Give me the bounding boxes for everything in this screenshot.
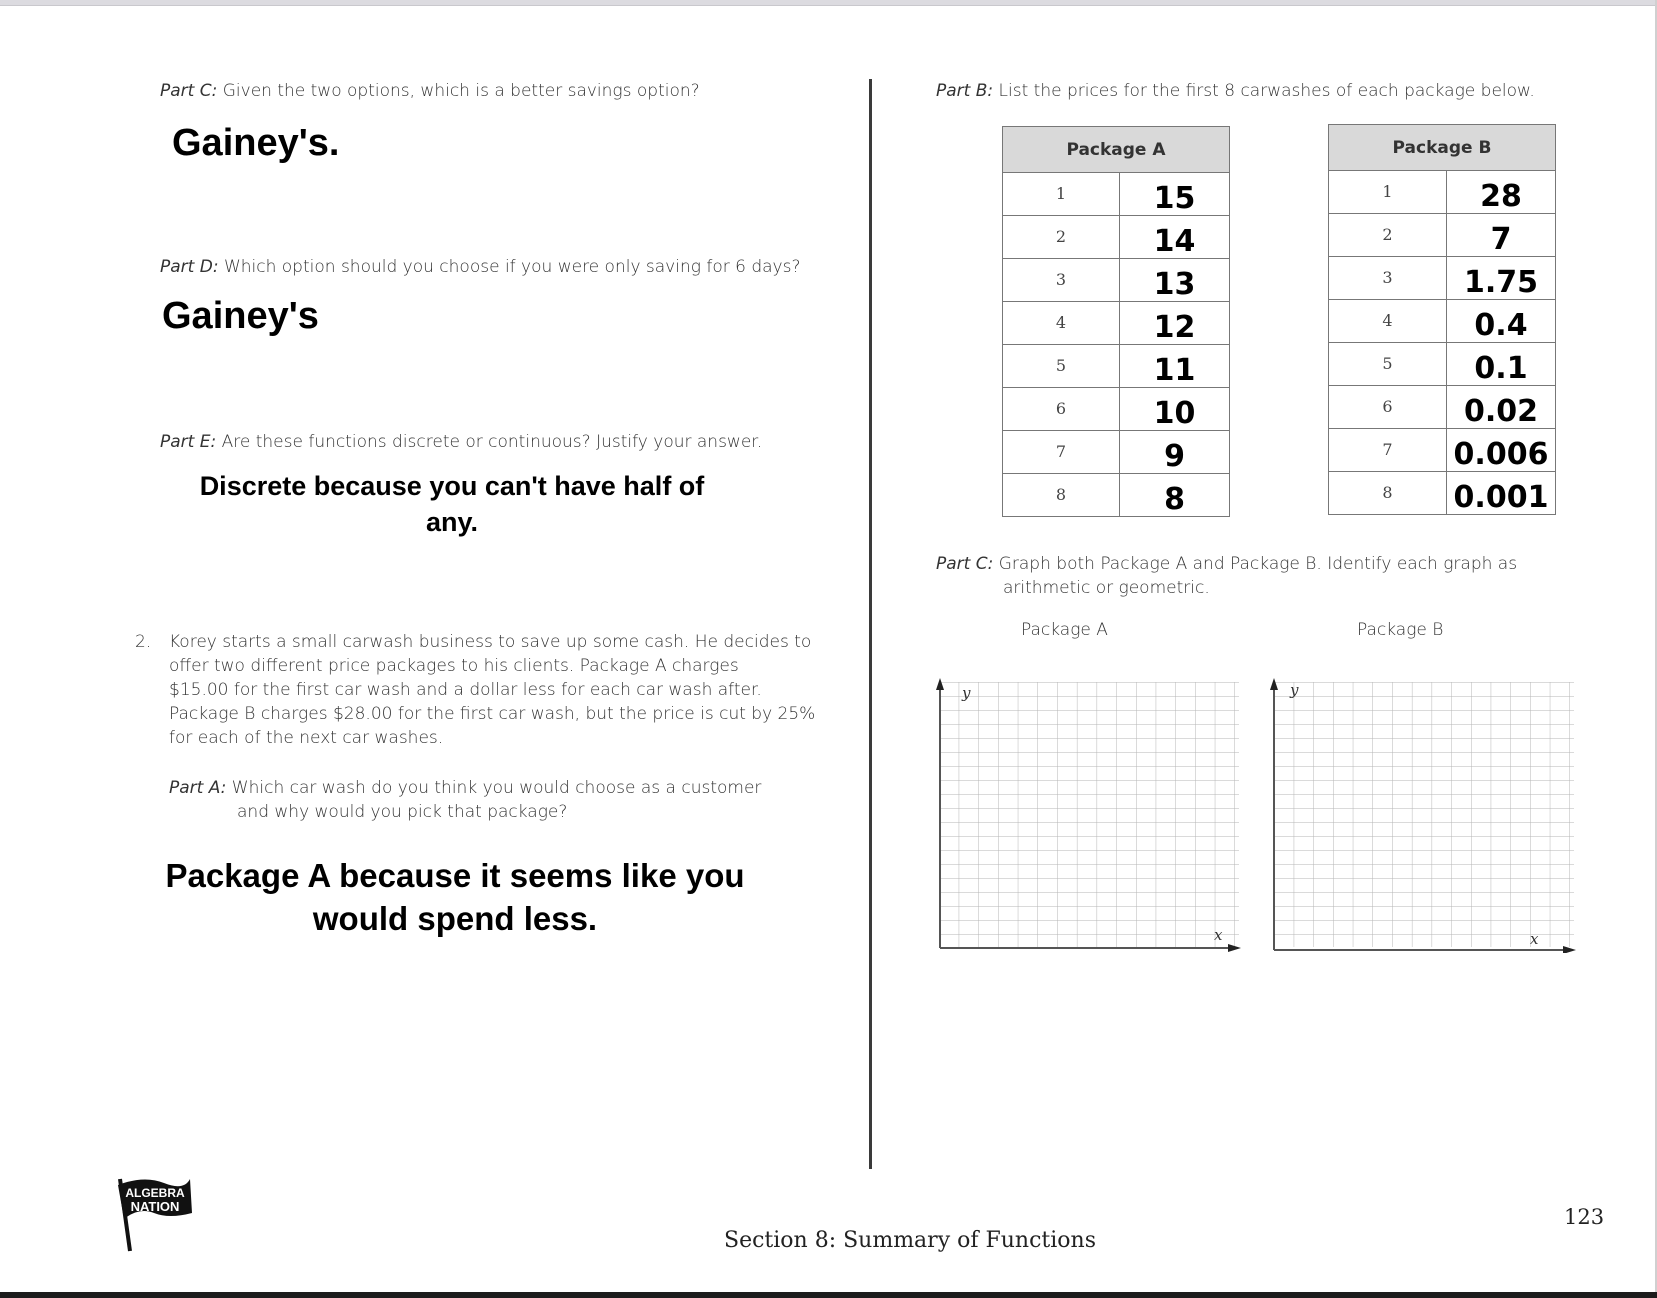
table-row — [1003, 302, 1230, 345]
package-a-header: Package A — [1003, 127, 1230, 173]
problem-2-line-2: offer two different price packages to his clients. Package A charges — [169, 656, 739, 676]
x-axis-arrow-icon — [1563, 946, 1576, 953]
table-row — [1329, 171, 1556, 214]
row-index: 1 — [1003, 173, 1120, 216]
problem-2-number: 2. — [135, 632, 152, 652]
price-cell: 15 — [1120, 173, 1230, 216]
graph-a-grid[interactable] — [935, 678, 1245, 953]
part-c-graph-question-line2: arithmetic or geometric. — [1003, 578, 1210, 598]
part-e-answer-line2: any. — [425, 507, 479, 537]
row-index: 7 — [1003, 431, 1120, 474]
part-b-label: Part B: — [936, 81, 994, 101]
price-cell: 8 — [1120, 474, 1230, 517]
part-a-question-line1 — [169, 776, 761, 800]
graph-a-y-label: y — [962, 684, 971, 702]
table-row — [1329, 300, 1556, 343]
row-index: 4 — [1003, 302, 1120, 345]
price-cell: 0.02 — [1447, 386, 1556, 429]
row-index: 7 — [1329, 429, 1447, 472]
price-cell: 9 — [1120, 431, 1230, 474]
window-bottom-bar — [0, 1292, 1657, 1298]
part-a-answer-line2: would spend less. — [312, 900, 598, 937]
price-cell: 28 — [1447, 171, 1556, 214]
part-e-answer-line1: Discrete because you can't have half of — [199, 471, 705, 501]
table-row — [1003, 216, 1230, 259]
graph-a-x-label: x — [1214, 926, 1223, 944]
price-cell: 13 — [1120, 259, 1230, 302]
price-cell: 0.001 — [1447, 472, 1556, 515]
package-b-header: Package B — [1329, 125, 1556, 171]
part-e-text: Are these functions discrete or continuous? Justify your answer. — [216, 432, 763, 452]
logo-text-line1: ALGEBRA — [125, 1186, 185, 1200]
page-number: 123 — [1564, 1205, 1605, 1229]
price-cell: 7 — [1447, 214, 1556, 257]
problem-2-line-1: Korey starts a small carwash business to save up some cash. He decides to — [169, 632, 812, 652]
price-cell: 1.75 — [1447, 257, 1556, 300]
graph-b-y-label: y — [1290, 681, 1299, 699]
price-cell: 0.4 — [1447, 300, 1556, 343]
problem-2-line-3: $15.00 for the first car wash and a dollar less for each car wash after. — [169, 680, 762, 700]
column-divider — [869, 79, 872, 1169]
row-index: 2 — [1003, 216, 1120, 259]
graph-b-grid[interactable] — [1265, 678, 1580, 953]
price-cell: 0.006 — [1447, 429, 1556, 472]
row-index: 8 — [1003, 474, 1120, 517]
part-c-answer: Gainey's. — [172, 122, 340, 164]
row-index: 6 — [1003, 388, 1120, 431]
problem-2-line-5: for each of the next car washes. — [169, 728, 444, 748]
price-cell: 11 — [1120, 345, 1230, 388]
table-row — [1003, 259, 1230, 302]
table-row — [1329, 386, 1556, 429]
part-d-text: Which option should you choose if you were only saving for 6 days? — [218, 257, 801, 277]
part-c-label: Part C: — [160, 81, 218, 101]
graph-a-title: Package A — [1021, 620, 1108, 640]
part-e-question — [160, 430, 762, 454]
part-a-question-line2: and why would you pick that package? — [237, 802, 568, 822]
table-row — [1003, 474, 1230, 517]
table-row — [1003, 431, 1230, 474]
row-index: 5 — [1329, 343, 1447, 386]
row-index: 6 — [1329, 386, 1447, 429]
part-e-label: Part E: — [160, 432, 217, 452]
table-row — [1329, 257, 1556, 300]
part-c-graph-text: Graph both Package A and Package B. Identify each graph as — [993, 554, 1518, 574]
price-cell: 10 — [1120, 388, 1230, 431]
table-row — [1329, 429, 1556, 472]
part-b-text: List the prices for the first 8 carwashes of each package below. — [993, 81, 1535, 101]
row-index: 5 — [1003, 345, 1120, 388]
row-index: 2 — [1329, 214, 1447, 257]
logo-text-line2: NATION — [130, 1199, 180, 1214]
problem-2-line-4: Package B charges $28.00 for the first car wash, but the price is cut by 25% — [169, 704, 816, 724]
part-a-answer-line1: Package A because it seems like you — [165, 857, 745, 894]
section-title: Section 8: Summary of Functions — [724, 1228, 1097, 1253]
graph-b-x-label: x — [1530, 930, 1539, 948]
row-index: 4 — [1329, 300, 1447, 343]
part-a-label: Part A: — [169, 778, 227, 798]
table-row — [1003, 345, 1230, 388]
table-row — [1329, 343, 1556, 386]
table-row — [1329, 472, 1556, 515]
graph-b-title: Package B — [1357, 620, 1444, 640]
package-a-table — [1002, 126, 1230, 517]
part-c-question — [160, 79, 700, 103]
table-row — [1003, 173, 1230, 216]
price-cell: 12 — [1120, 302, 1230, 345]
part-d-label: Part D: — [160, 257, 219, 277]
part-d-question — [160, 255, 801, 279]
part-c-text: Given the two options, which is a better savings option? — [217, 81, 700, 101]
price-cell: 14 — [1120, 216, 1230, 259]
row-index: 3 — [1003, 259, 1120, 302]
package-b-table — [1328, 124, 1556, 515]
part-b-question — [936, 79, 1535, 103]
row-index: 1 — [1329, 171, 1447, 214]
part-c-graph-question-line1 — [936, 552, 1517, 576]
price-cell: 0.1 — [1447, 343, 1556, 386]
part-c-graph-label: Part C: — [936, 554, 994, 574]
row-index: 3 — [1329, 257, 1447, 300]
window-top-bar — [0, 0, 1657, 6]
part-a-text: Which car wash do you think you would choose as a customer — [226, 778, 762, 798]
table-row — [1329, 214, 1556, 257]
part-d-answer: Gainey's — [162, 295, 319, 337]
row-index: 8 — [1329, 472, 1447, 515]
algebra-nation-logo — [114, 1175, 194, 1255]
table-row — [1003, 388, 1230, 431]
